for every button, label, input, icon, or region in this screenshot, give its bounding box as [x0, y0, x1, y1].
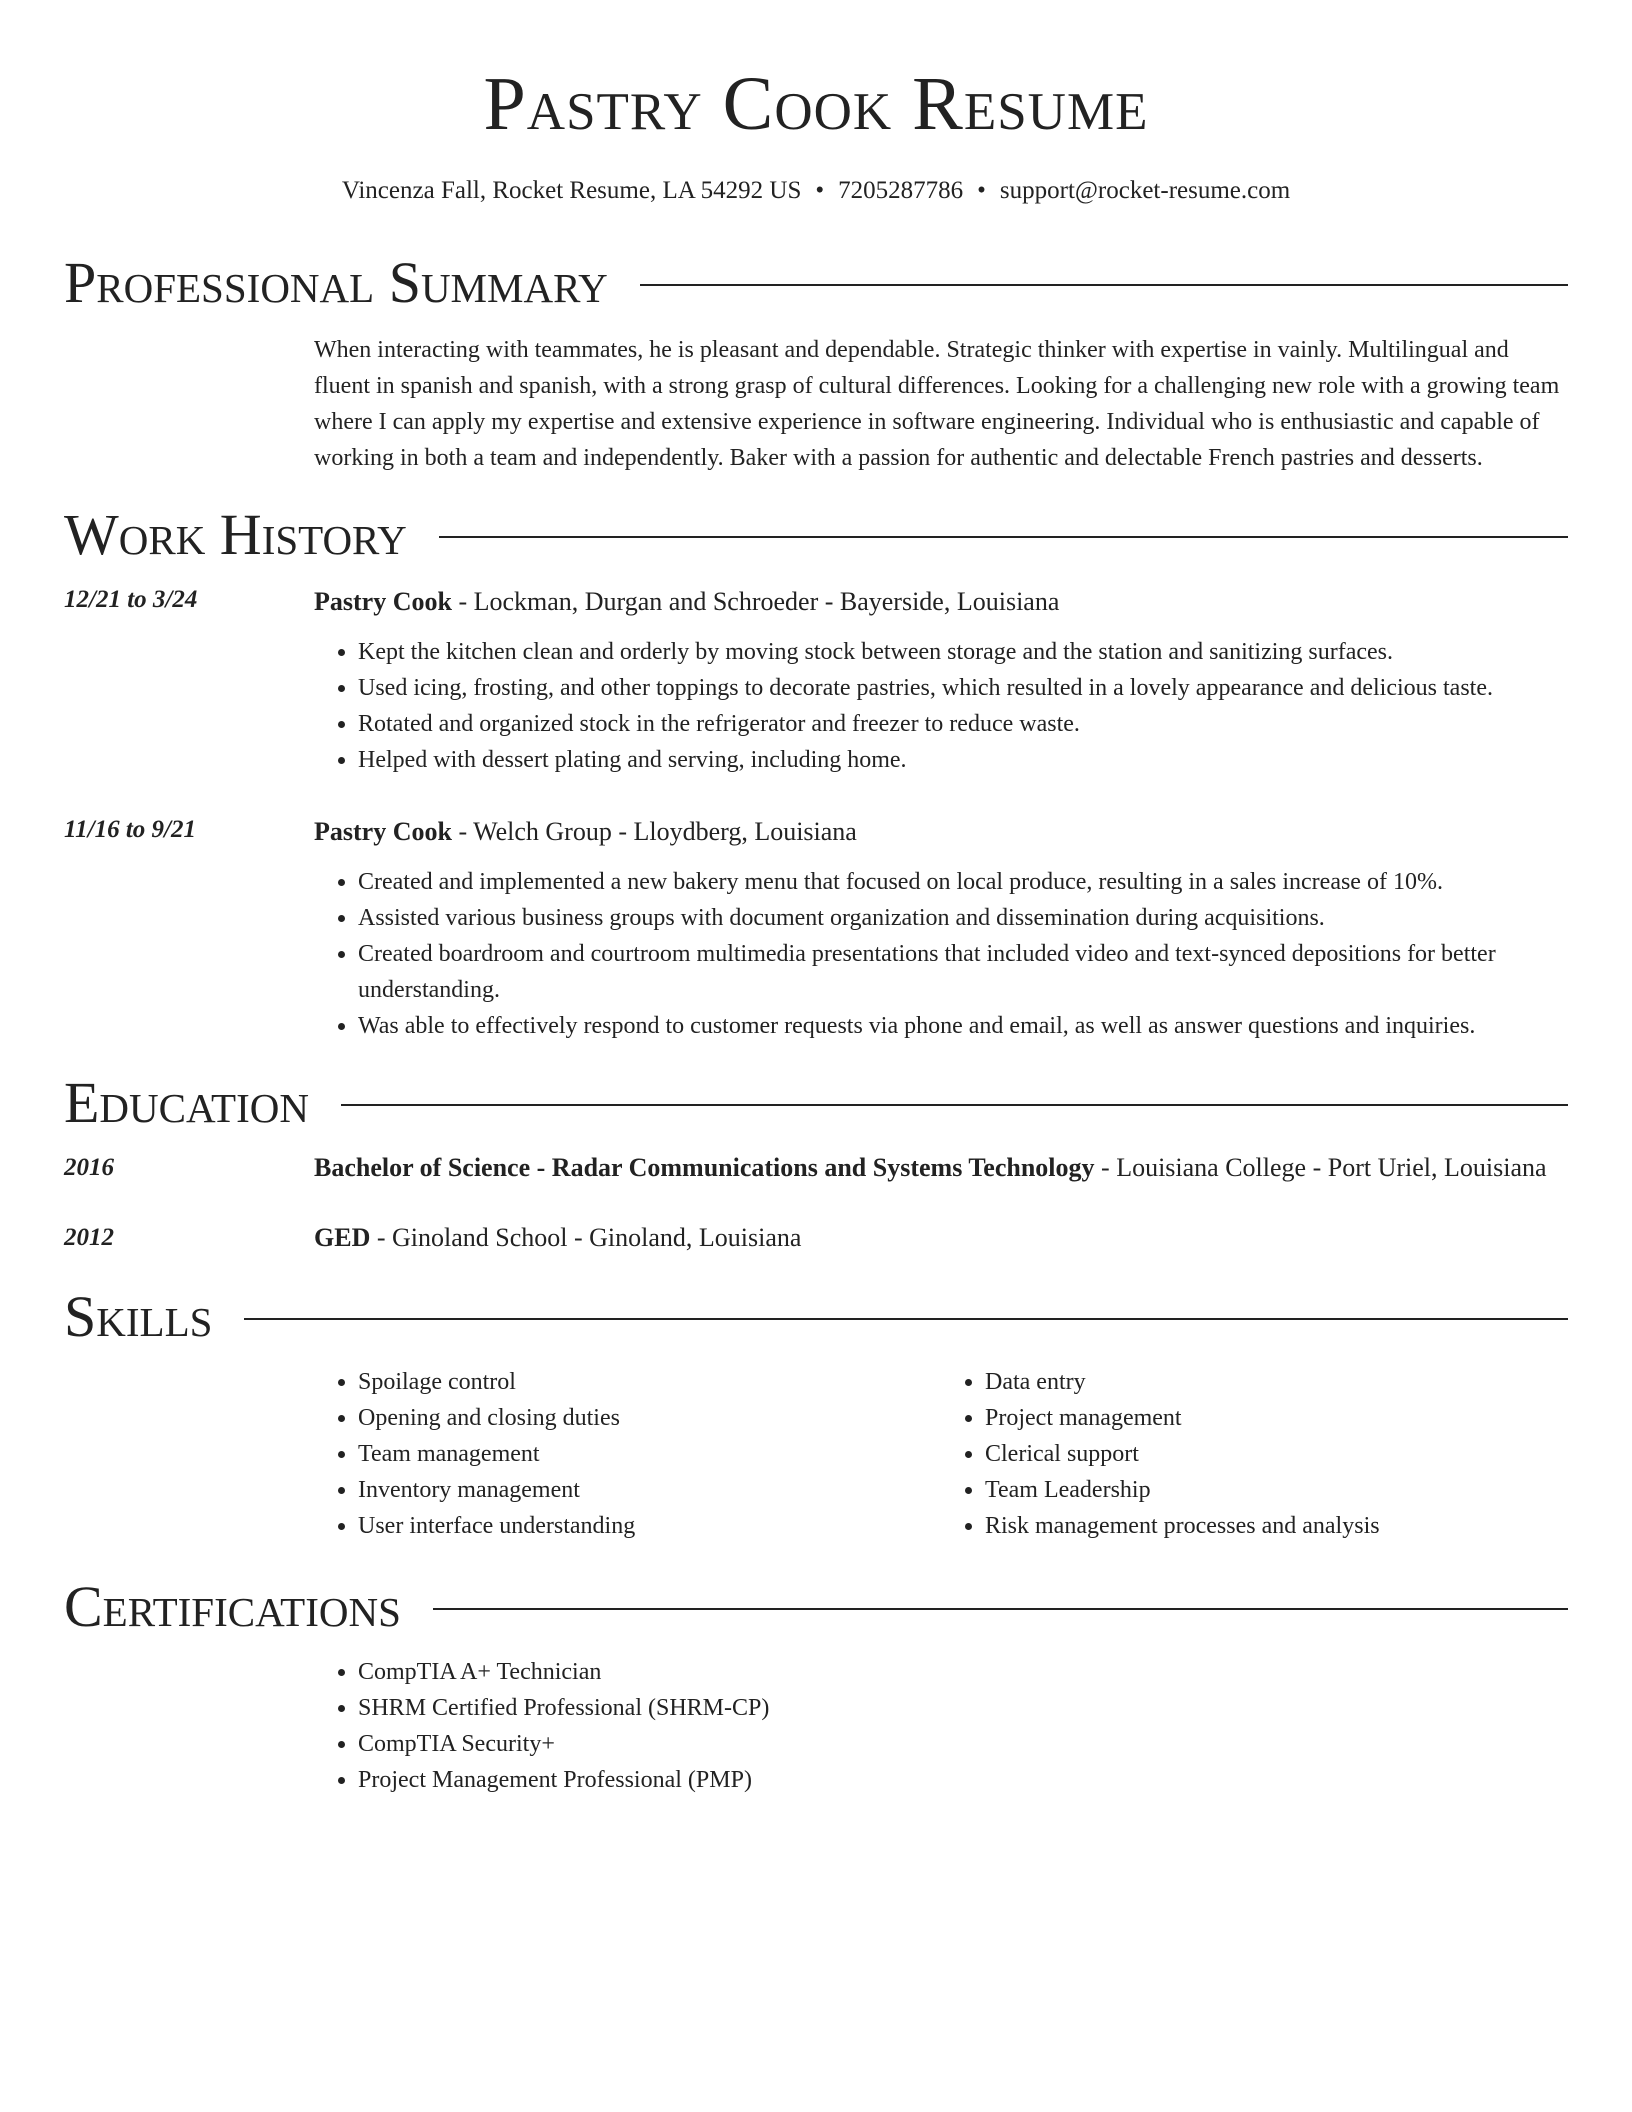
skill-item: • Team management — [358, 1436, 941, 1472]
skills-list-left — [314, 1364, 941, 1544]
certification-item: • SHRM Certified Professional (SHRM-CP) — [358, 1690, 1568, 1726]
job-entry — [64, 812, 1568, 1044]
certification-item: • Project Management Professional (PMP) — [358, 1762, 1568, 1798]
certification-item: • CompTIA A+ Technician — [358, 1654, 1568, 1690]
certifications-list — [314, 1654, 1568, 1798]
job-bullets-container — [314, 852, 1568, 1044]
contact-separator: • — [977, 177, 986, 204]
education-heading: Education — [64, 1070, 309, 1135]
section-divider — [439, 536, 1568, 538]
job-entry — [64, 582, 1568, 778]
job-bullet: • Used icing, frosting, and other toppings to decorate pastries, which resulted in a lovely appearance and delicious taste. — [358, 670, 1568, 706]
section-divider — [640, 284, 1568, 286]
education-details — [314, 1148, 1568, 1188]
job-bullet: • Created and implemented a new bakery menu that focused on local produce, resulting in a sales increase of 10%. — [358, 864, 1568, 900]
skills-section-header — [64, 1284, 1568, 1349]
skill-item: • User interface understanding — [358, 1508, 941, 1544]
education-school: - Ginoland School - Ginoland, Louisiana — [370, 1223, 802, 1252]
contact-phone: 7205287786 — [838, 177, 964, 204]
education-year: 2012 — [64, 1224, 114, 1251]
section-divider — [433, 1608, 1568, 1610]
work-heading: Work History — [64, 502, 407, 567]
skill-item: • Team Leadership — [985, 1472, 1568, 1508]
resume-title: Pastry Cook Resume — [483, 62, 1149, 146]
job-bullets-container — [314, 622, 1568, 778]
job-title: Pastry Cook — [314, 587, 452, 616]
skill-item: • Project management — [985, 1400, 1568, 1436]
education-degree: Bachelor of Science - Radar Communications and Systems Technology — [314, 1153, 1095, 1182]
job-bullets-row — [64, 622, 1568, 778]
skills-list-right — [941, 1364, 1568, 1544]
contact-line — [64, 176, 1568, 206]
certifications-spacer — [64, 1654, 314, 1798]
education-section-header — [64, 1070, 1568, 1135]
summary-text: When interacting with teammates, he is pleasant and dependable. Strategic thinker with expertise in vainly. Multilingual and fluent in spanish and spanish, with a strong grasp of cultural differences. Looking for a challenging new role with a growing team where I can apply my expertise and extensive experience in software engineering. Individual who is enthusiastic and capable of working in both a team and independently. Baker with a passion for authentic and delectable French pastries and desserts. — [314, 337, 1560, 471]
contact-email: support@rocket-resume.com — [999, 177, 1291, 204]
job-bullet-list — [314, 634, 1568, 778]
education-school: - Louisiana College - Port Uriel, Louisiana — [1094, 1153, 1547, 1182]
job-header-row — [64, 812, 1568, 852]
education-entry — [64, 1148, 1568, 1188]
education-year: 2016 — [64, 1154, 114, 1181]
job-details: - Welch Group - Lloydberg, Louisiana — [451, 817, 857, 846]
section-divider — [244, 1318, 1568, 1320]
section-divider — [341, 1104, 1568, 1106]
skills-heading: Skills — [64, 1284, 213, 1349]
skill-item: • Inventory management — [358, 1472, 941, 1508]
job-bullets-spacer — [64, 622, 314, 778]
summary-section-header — [64, 250, 1568, 315]
education-details — [314, 1218, 1568, 1258]
summary-spacer — [64, 332, 314, 476]
skills-columns — [314, 1364, 1568, 1544]
job-title-line — [314, 812, 1568, 852]
skill-item: • Spoilage control — [358, 1364, 941, 1400]
summary-row — [64, 332, 1568, 476]
certification-item: • CompTIA Security+ — [358, 1726, 1568, 1762]
contact-address: Vincenza Fall, Rocket Resume, LA 54292 US — [341, 177, 802, 204]
job-bullets-row — [64, 852, 1568, 1044]
job-header-row — [64, 582, 1568, 622]
skill-item: • Risk management processes and analysis — [985, 1508, 1568, 1544]
job-bullets-spacer — [64, 852, 314, 1044]
job-bullet: • Rotated and organized stock in the refrigerator and freezer to reduce waste. — [358, 706, 1568, 742]
job-details: - Lockman, Durgan and Schroeder - Bayerside, Louisiana — [451, 587, 1060, 616]
certifications-row — [64, 1654, 1568, 1798]
certifications-heading: Certifications — [64, 1574, 401, 1639]
education-degree: GED — [314, 1223, 371, 1252]
skills-spacer — [64, 1364, 314, 1544]
job-bullet-list — [314, 864, 1568, 1044]
summary-heading: Professional Summary — [64, 250, 608, 315]
job-dates: 11/16 to 9/21 — [64, 816, 196, 843]
contact-separator: • — [815, 177, 825, 204]
work-section-header — [64, 502, 1568, 567]
skills-row — [64, 1364, 1568, 1544]
skill-item: • Clerical support — [985, 1436, 1568, 1472]
job-bullet: • Helped with dessert plating and serving, including home. — [358, 742, 1568, 778]
skill-item: • Data entry — [985, 1364, 1568, 1400]
certifications-section-header — [64, 1574, 1568, 1639]
job-bullet: • Kept the kitchen clean and orderly by moving stock between storage and the station and sanitizing surfaces. — [358, 634, 1568, 670]
job-bullet: • Was able to effectively respond to customer requests via phone and email, as well as answer questions and inquiries. — [358, 1008, 1568, 1044]
job-bullet: • Assisted various business groups with document organization and dissemination during acquisitions. — [358, 900, 1568, 936]
education-entry — [64, 1218, 1568, 1258]
skill-item: • Opening and closing duties — [358, 1400, 941, 1436]
job-bullet: • Created boardroom and courtroom multimedia presentations that included video and text-synced depositions for better understanding. — [358, 936, 1568, 1008]
job-title-line — [314, 582, 1568, 622]
job-dates: 12/21 to 3/24 — [64, 586, 198, 613]
certifications-container — [314, 1654, 1568, 1798]
job-title: Pastry Cook — [314, 817, 452, 846]
